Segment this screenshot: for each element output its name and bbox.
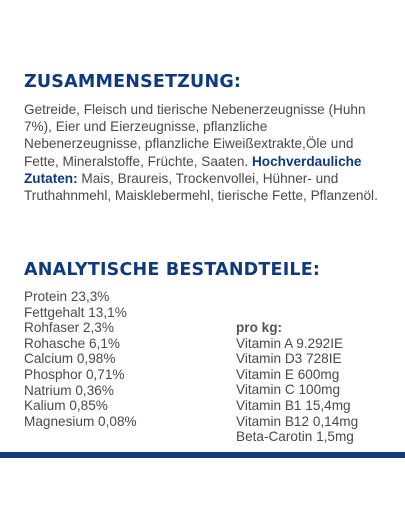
composition-text: Getreide, Fleisch und tierische Nebenerzeugnisse (Huhn 7%), Eier und Eierzeugnisse, pflanzliche Nebenerzeugnisse, pflanzliche Eiweißextrakte,Öle und Fette, Mineralstoffe, Früchte, Saaten. — [24, 102, 366, 169]
bottom-divider-bar — [0, 452, 405, 458]
list-item: Protein 23,3% — [24, 289, 110, 304]
list-item: Rohfaser 2,3% — [24, 320, 114, 336]
list-item: Vitamin D3 728IE — [236, 351, 342, 367]
list-item: Natrium 0,36% — [24, 382, 114, 398]
list-item: Vitamin C 100mg — [236, 382, 341, 398]
composition-heading: ZUSAMMENSETZUNG: — [24, 72, 242, 92]
list-item: Phosphor 0,71% — [24, 366, 125, 382]
list-item: Beta-Carotin 1,5mg — [236, 429, 354, 445]
highlight-label: Hochverdauliche Zutaten: — [24, 153, 362, 186]
per-kg-label: pro kg: — [236, 320, 283, 335]
analytics-heading: ANALYTISCHE BESTANDTEILE: — [24, 260, 321, 280]
analytic-components-list — [24, 289, 137, 429]
list-item: Vitamin B1 15,4mg — [236, 397, 351, 413]
highlight-text: Mais, Braureis, Trockenvollei, Hühner- und Truthahnmehl, Maisklebermehl, tierische Fette, Pflanzenöl. — [24, 170, 378, 204]
list-item: Vitamin E 600mg — [236, 366, 340, 382]
list-item: Magnesium 0,08% — [24, 413, 137, 429]
list-item: Kalium 0,85% — [24, 398, 108, 414]
list-item: Vitamin B12 0,14mg — [236, 413, 359, 429]
list-item: Vitamin A 9.292IE — [236, 335, 344, 351]
composition-text-block — [24, 101, 384, 204]
vitamins-list — [236, 320, 358, 445]
list-item: Fettgehalt 13,1% — [24, 304, 127, 320]
list-item: Rohasche 6,1% — [24, 335, 120, 351]
list-item: Calcium 0,98% — [24, 351, 116, 367]
